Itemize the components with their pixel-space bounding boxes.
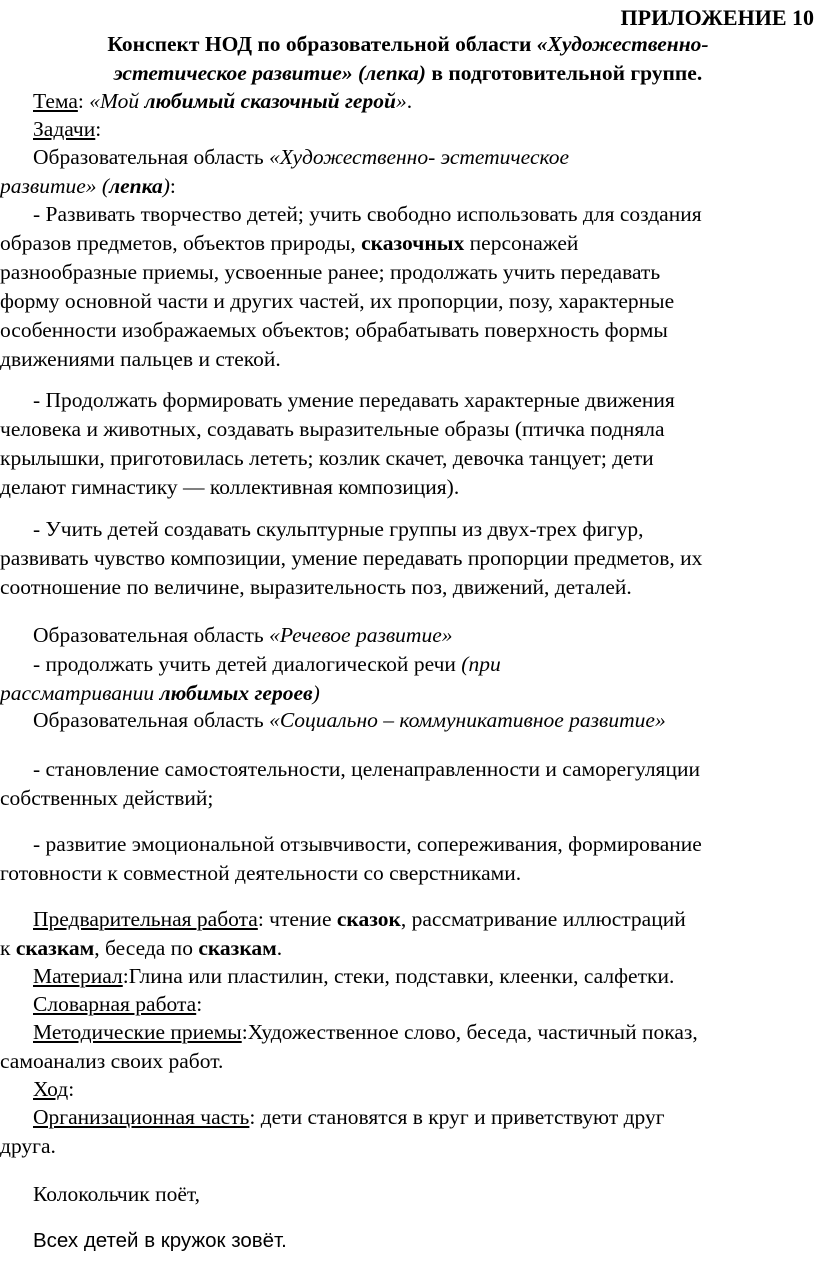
line: - развитие эмоциональной отзывчивости, сопереживания, формирование xyxy=(33,832,702,856)
area2-italic: «Речевое развитие» xyxy=(269,623,453,647)
methods-label: Методические приемы xyxy=(33,1020,242,1044)
material-label: Материал xyxy=(33,964,123,988)
line: - Учить детей создавать скульптурные группы из двух-трех фигур, xyxy=(33,517,644,541)
line: - Развивать творчество детей; учить свободно использовать для создания xyxy=(33,202,702,226)
italic-part: (при xyxy=(461,652,501,676)
methods-line xyxy=(0,1018,800,1076)
organizational-part xyxy=(0,1103,800,1161)
methods-text: :Художественное слово, беседа, частичный показ, xyxy=(241,1020,698,1044)
poem-line-2 xyxy=(0,1226,800,1255)
org-text-2: друга. xyxy=(0,1134,56,1158)
title-italic: «Художественно- xyxy=(536,32,709,56)
poem-text: Колокольчик поёт, xyxy=(33,1182,201,1206)
area1-bold: лепка xyxy=(109,174,163,198)
tasks-colon: : xyxy=(95,117,102,141)
area1-italic-3: ) xyxy=(162,174,170,198)
line-part: к xyxy=(0,936,16,960)
area3-paragraph-2 xyxy=(0,830,800,888)
area2-prefix: Образовательная область xyxy=(33,623,270,647)
line: форму основной части и других частей, их пропорции, позу, характерные xyxy=(0,289,675,313)
line-part: . xyxy=(276,936,283,960)
line: соотношение по величине, выразительность поз, движений, деталей. xyxy=(0,575,632,599)
line-part: персонажей xyxy=(464,231,579,255)
title-text-2: в подготовительной группе. xyxy=(425,61,703,85)
bold-word: сказок xyxy=(336,907,401,931)
appendix-label: ПРИЛОЖЕНИЕ 10 xyxy=(620,5,814,30)
line: - Продолжать формировать умение передавать характерные движения xyxy=(33,388,675,412)
title-line-1 xyxy=(0,30,816,59)
title-line-2 xyxy=(0,59,816,88)
area3-italic: «Социально – коммуникативное развитие» xyxy=(269,708,666,732)
theme-quote-close: » xyxy=(395,89,407,113)
line-part: : чтение xyxy=(257,907,337,931)
bold-word: сказкам xyxy=(15,936,95,960)
course-text: : xyxy=(68,1077,75,1101)
poem-text: Всех детей в кружок зовёт. xyxy=(33,1229,287,1252)
area1-colon: : xyxy=(169,174,176,198)
material-line xyxy=(0,962,800,991)
line-part: , рассматривание иллюстраций xyxy=(400,907,686,931)
bold-italic-part: любимых героев xyxy=(159,681,313,705)
area1-heading xyxy=(0,143,800,201)
line-part: образов предметов, объектов природы, xyxy=(0,231,362,255)
area2-section xyxy=(0,621,800,708)
title-italic-2: эстетическое развитие» (лепка) xyxy=(113,61,426,85)
poem-line-1 xyxy=(0,1180,800,1209)
line: разнообразные приемы, усвоенные ранее; продолжать учить передавать xyxy=(0,260,661,284)
area3-paragraph-1 xyxy=(0,755,800,813)
area3-heading xyxy=(0,706,800,735)
line: готовности к совместной деятельности со сверстниками. xyxy=(0,861,522,885)
line: - становление самостоятельности, целенаправленности и саморегуляции xyxy=(33,757,700,781)
course-label: Ход xyxy=(33,1077,69,1101)
title-text: Конспект НОД по образовательной области xyxy=(107,32,537,56)
area1-italic-2: развитие» ( xyxy=(0,174,110,198)
theme-text: любимый сказочный герой xyxy=(144,89,396,113)
org-text: : дети становятся в круг и приветствуют друг xyxy=(249,1105,665,1129)
vocab-label: Словарная работа xyxy=(33,992,197,1016)
course-line xyxy=(0,1075,800,1104)
area1-paragraph-3 xyxy=(0,515,800,602)
line: особенности изображаемых объектов; обрабатывать поверхность формы xyxy=(0,318,668,342)
tasks-label: Задачи xyxy=(33,117,96,141)
theme-quote-open: «Мой xyxy=(89,89,145,113)
vocabulary-line xyxy=(0,990,800,1019)
area1-paragraph-1 xyxy=(0,200,800,374)
theme-label: Тема xyxy=(33,89,78,113)
line: крылышки, приготовилась лететь; козлик скачет, девочка танцует; дети xyxy=(0,446,654,470)
bold-word: сказочных xyxy=(361,231,465,255)
prep-label: Предварительная работа xyxy=(33,907,258,931)
area1-paragraph-2 xyxy=(0,386,800,502)
area3-prefix: Образовательная область xyxy=(33,708,270,732)
line: человека и животных, создавать выразительные образы (птичка подняла xyxy=(0,417,665,441)
preparatory-work xyxy=(0,905,800,963)
bold-word: сказкам xyxy=(198,936,277,960)
line: собственных действий; xyxy=(0,786,214,810)
line-part: , беседа по xyxy=(94,936,199,960)
line: делают гимнастику — коллективная композиция). xyxy=(0,475,460,499)
area1-prefix: Образовательная область xyxy=(33,145,270,169)
italic-part: ) xyxy=(312,681,320,705)
material-text: :Глина или пластилин, стеки, подставки, клеенки, салфетки. xyxy=(122,964,675,988)
theme-line xyxy=(0,87,800,116)
line-part: - продолжать учить детей диалогической речи xyxy=(33,652,462,676)
tasks-heading xyxy=(0,115,800,144)
methods-text-2: самоанализ своих работ. xyxy=(0,1049,224,1073)
org-label: Организационная часть xyxy=(33,1105,250,1129)
area1-italic: «Художественно- эстетическое xyxy=(269,145,570,169)
vocab-text: : xyxy=(196,992,203,1016)
theme-colon: : xyxy=(77,89,90,113)
line: развивать чувство композиции, умение передавать пропорции предметов, их xyxy=(0,546,703,570)
theme-end: . xyxy=(406,89,413,113)
italic-part: рассматривании xyxy=(0,681,160,705)
line: движениями пальцев и стекой. xyxy=(0,347,281,371)
